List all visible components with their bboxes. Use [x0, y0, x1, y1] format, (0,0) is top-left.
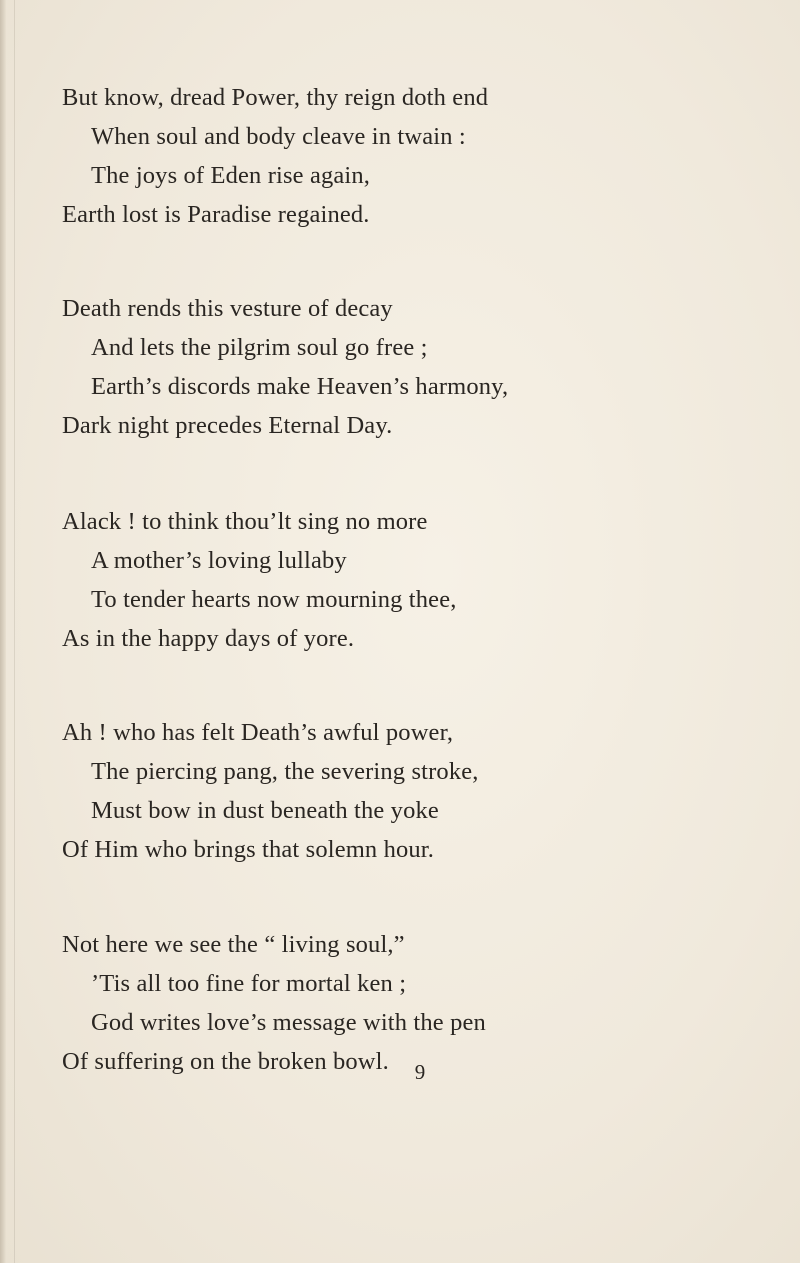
poem: [62, 78, 782, 1139]
poem-line: God writes love’s message with the pen: [91, 1009, 486, 1036]
poem-line: Earth lost is Paradise regained.: [62, 201, 370, 228]
poem-line: Must bow in dust beneath the yoke: [91, 797, 439, 824]
page-number: 9: [414, 1060, 426, 1084]
poem-line: Ah ! who has felt Death’s awful power,: [62, 719, 454, 746]
poem-line: As in the happy days of yore.: [62, 625, 355, 652]
poem-line: The joys of Eden rise again,: [91, 162, 371, 189]
poem-line: Of Him who brings that solemn hour.: [62, 836, 435, 863]
poem-line: Not here we see the “ living soul,”: [62, 931, 405, 958]
stanza-1: [62, 78, 782, 234]
stanza-2: [62, 289, 782, 445]
poem-line: ’Tis all too fine for mortal ken ;: [91, 970, 407, 997]
stanza-4: [62, 713, 782, 869]
poem-line: Alack ! to think thou’lt sing no more: [62, 508, 428, 535]
poem-line: The piercing pang, the severing stroke,: [91, 758, 479, 785]
stanza-3: [62, 502, 782, 658]
poem-line: A mother’s loving lullaby: [91, 547, 347, 574]
poem-line: Dark night precedes Eternal Day.: [62, 412, 393, 439]
poem-line: Death rends this vesture of decay: [62, 295, 393, 322]
poem-line: But know, dread Power, thy reign doth end: [62, 84, 489, 111]
poem-line: Earth’s discords make Heaven’s harmony,: [91, 373, 509, 400]
poem-line: And lets the pilgrim soul go free ;: [91, 334, 428, 361]
poem-line: Of suffering on the broken bowl.: [62, 1048, 389, 1075]
poem-line: When soul and body cleave in twain :: [91, 123, 466, 150]
poem-line: To tender hearts now mourning thee,: [91, 586, 457, 613]
